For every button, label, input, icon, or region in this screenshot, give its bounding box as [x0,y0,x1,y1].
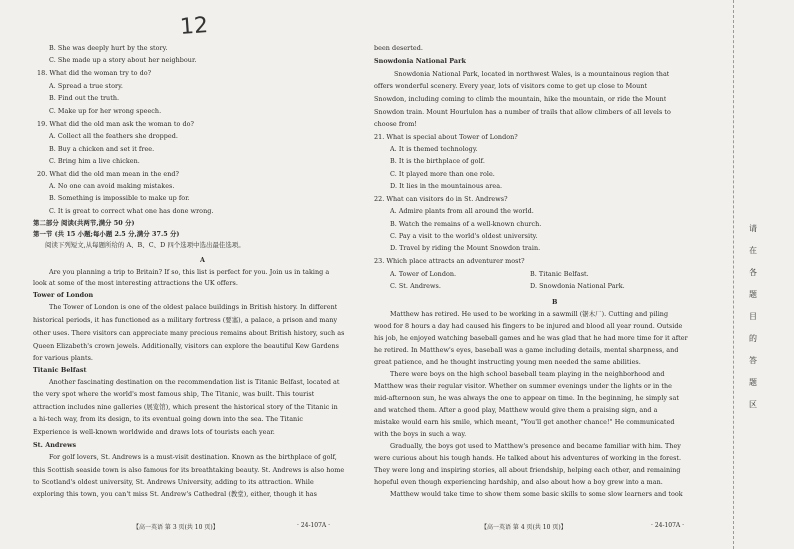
left-line: Are you planning a trip to Britain? If so, this list is perfect for you. Join us in taking a [49,268,330,276]
left-line: C. It is great to correct what one has done wrong. [49,207,214,215]
right-line: mid-afternoon sun, he was always the one to appear on time. In the beginning, he simply sat [374,394,679,402]
right-line: There were boys on the high school baseball team playing in the neighborhood and [390,370,665,378]
right-line: D. It lies in the mountainous area. [390,182,503,190]
right-line: great patience, and he thought instructing young men needed the same abilities. [374,358,641,366]
right-line: Gradually, the boys got used to Matthew's presence and became familiar with him. They [390,442,681,450]
right-line: B. Titanic Belfast. [530,270,589,278]
left-line: this Scottish seaside town is also famous for its breathtaking beauty. St. Andrews is also home [33,466,345,474]
right-line: They were long and inspiring stories, all about friendship, helping each other, and remaining [374,466,681,474]
right-line: B [552,298,558,306]
left-line: Tower of London [33,291,94,299]
right-line: Matthew has retired. He used to be working in a sawmill (锯木厂). Cutting and piling [390,310,669,318]
left-line: A. Spread a true story. [49,82,124,90]
left-line: B. She was deeply hurt by the story. [49,44,168,52]
right-line: Matthew was their regular visitor. Whether on summer evenings under the lights or in the [374,382,672,390]
answer-sheet-margin [733,0,794,549]
left-line: the very spot where the world's most famous ship, The Titanic, was built. This tourist [33,390,315,398]
right-page-footer: 【高一英语 第 4 页(共 10 页)】 [481,524,567,531]
right-line: he retired. In Matthew's eyes, baseball was a game including details, mental sharpness, and [374,346,679,354]
right-line: Matthew would take time to show them some basic skills to some slow learners and took [390,490,683,498]
right-line: hopeful even though experiencing hardship, and also about how a boy grew into a man. [374,478,663,486]
left-line: The Tower of London is one of the oldest palace buildings in British history. In different [49,303,338,311]
left-line: 19. What did the old man ask the woman to do? [37,120,194,128]
left-line: C. Make up for her wrong speech. [49,107,162,115]
left-line: a hi-tech way, from its design, to its eventual going down into the sea. The Titanic [33,415,303,423]
left-line: C. Bring him a live chicken. [49,157,140,165]
right-line: were curious about his tough hands. He talked about his adventures of working in the forest. [374,454,682,462]
right-line: Snowdonia National Park [374,57,466,65]
right-line: and watched them. After a good play, Matthew would give them a praising sign, and a [374,406,658,414]
left-line: exploring this town, you can't miss St. Andrew's Cathedral (教堂), either, though it has [33,490,317,498]
left-line: Titanic Belfast [33,366,87,374]
left-line: historical periods, it has functioned as a military fortress (要塞), a palace, a prison and many [33,316,338,324]
right-line: A. It is themed technology. [390,145,478,153]
left-line: other uses. There visitors can appreciate many precious remains about British history, such as [33,329,345,337]
right-line: A. Admire plants from all around the world. [390,207,534,215]
right-line: with the boys in such a way. [374,430,467,438]
right-line: D. Travel by riding the Mount Snowdon train. [390,244,541,252]
right-line: 23. Which place attracts an adventurer most? [374,257,525,265]
right-line: choose from! [374,120,417,128]
right-line: 22. What can visitors do in St. Andrews? [374,195,508,203]
right-line: C. St. Andrews. [390,282,441,290]
left-line: Another fascinating destination on the recommendation list is Titanic Belfast, located at [49,378,340,386]
left-page-code: · 24-107A · [297,522,331,529]
handwritten-page-number: 12 [179,13,209,40]
left-line: B. Something is impossible to make up for. [49,194,190,202]
left-line: St. Andrews [33,441,77,449]
right-line: mistake would earn his smile, which meant, "You'll get another chance!" He communicated [374,418,675,426]
left-line: Experience is well-known worldwide and draws lots of tourists each year. [33,428,275,436]
left-page-footer: 【高一英语 第 3 页(共 10 页)】 [133,524,219,531]
left-line: 20. What did the old man mean in the end? [37,170,180,178]
right-line: offers wonderful scenery. Every year, lots of visitors come to get up close to Mount [374,82,648,90]
right-line: B. It is the birthplace of golf. [390,157,485,165]
left-line: to Scotland's oldest university, St. Andrews University, adding to its attraction. While [33,478,314,486]
right-line: Snowdon train. Mount Hourlulon has a number of trails that allow climbers of all levels to [374,108,671,116]
right-line: B. Watch the remains of a well-known church. [390,220,542,228]
left-line: Queen Elizabeth's crown jewels. Additionally, visitors can explore the beautiful Kew Gardens [33,342,339,350]
left-line: For golf lovers, St. Andrews is a must-visit destination. Known as the birthplace of golf, [49,453,337,461]
right-line: Snowdonia National Park, located in northwest Wales, is a mountainous region that [394,70,670,78]
right-line: C. Pay a visit to the world's oldest university. [390,232,538,240]
right-line: A. Tower of London. [390,270,457,278]
left-line: A. Collect all the feathers she dropped. [49,132,178,140]
left-line: 18. What did the woman try to do? [37,69,152,77]
right-line: wood for 8 hours a day had caused his fingers to be injured and blood all year round. Outside [374,322,683,330]
right-line: D. Snowdonia National Park. [530,282,625,290]
left-line: B. Buy a chicken and set it free. [49,145,155,153]
right-page-code: · 24-107A · [651,522,685,529]
right-line: Snowdon, including coming to climb the mountain, hike the mountain, or ride the Mount [374,95,667,103]
left-line: A [200,256,206,264]
left-line: B. Find out the truth. [49,94,120,102]
left-line: 第一节 (共 15 小题;每小题 2.5 分,满分 37.5 分) [33,230,180,238]
left-line: A. No one can avoid making mistakes. [49,182,175,190]
left-line: attraction includes nine galleries (展览馆), which present the historical story of the Titanic in [33,403,338,411]
left-line: look at some of the most interesting attractions the UK offers. [33,279,238,287]
left-line: for various plants. [33,354,93,362]
right-line: 21. What is special about Tower of London? [374,133,518,141]
right-line: been deserted. [374,44,423,52]
margin-instruction: 请 在 各 题 目 的 答 题 区 [749,224,757,409]
right-line: his job, he enjoyed watching baseball games and he was glad that he had more time for it after [374,334,688,342]
left-line: C. She made up a story about her neighbour. [49,56,197,64]
left-line: 第二部分 阅读(共两节,满分 50 分) [33,219,135,227]
right-line: C. It played more than one role. [390,170,495,178]
left-line: 阅读下列短文,从每题所给的 A、B、C、D 四个选项中选出最佳选项。 [45,241,245,249]
